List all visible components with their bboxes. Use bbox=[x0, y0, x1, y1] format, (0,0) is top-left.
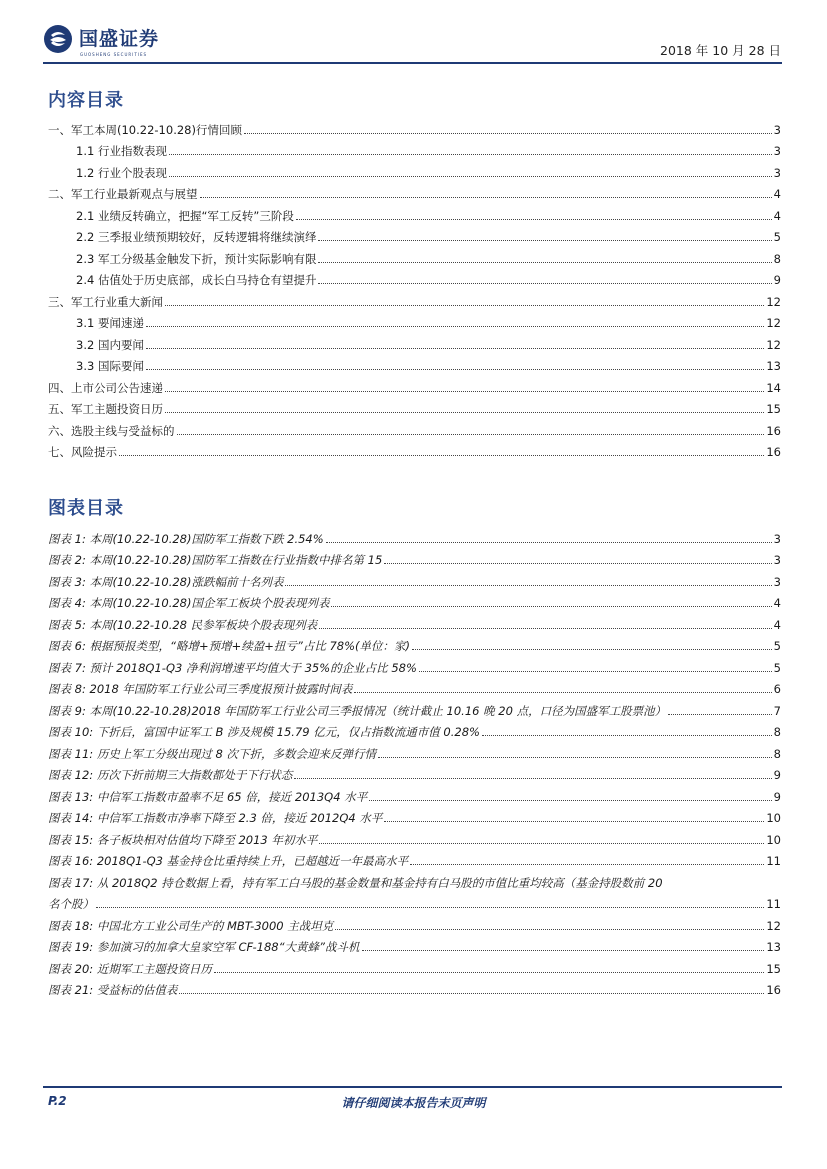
figure-leader-dots bbox=[378, 757, 772, 758]
toc-leader-dots bbox=[165, 391, 764, 392]
figure-entry[interactable] bbox=[48, 761, 781, 783]
toc-entry-title: 2.4 估值处于历史底部，成长白马持仓有望提升 bbox=[76, 273, 317, 287]
figure-entry-page: 13 bbox=[766, 940, 781, 954]
page-number: P.2 bbox=[48, 1094, 67, 1108]
toc-leader-dots bbox=[177, 434, 765, 435]
toc-entry-title: 一、军工本周(10.22-10.28)行情回顾 bbox=[48, 122, 242, 137]
toc-entry[interactable] bbox=[48, 201, 781, 223]
figure-entry[interactable] bbox=[48, 675, 781, 697]
figure-entry-title: 图表 10: 下折后，富国中证军工 B 涉及规模 15.79 亿元，仅占指数流通市值 0.28% bbox=[48, 725, 480, 739]
figure-entry-page: 4 bbox=[773, 617, 781, 632]
figure-entry[interactable] bbox=[48, 868, 781, 890]
toc-entry[interactable] bbox=[48, 373, 781, 395]
figure-entry[interactable] bbox=[48, 567, 781, 589]
figure-entry-title: 图表 18: 中国北方工业公司生产的 MBT-3000 主战坦克 bbox=[48, 918, 334, 933]
toc-entry-page: 12 bbox=[766, 316, 781, 330]
figure-entry[interactable] bbox=[48, 825, 781, 847]
figures-list bbox=[48, 524, 781, 997]
toc-entry-title: 1.2 行业个股表现 bbox=[76, 165, 167, 180]
toc-entry[interactable] bbox=[48, 223, 781, 245]
figure-entry-page: 3 bbox=[773, 531, 781, 546]
figure-leader-dots bbox=[362, 950, 765, 951]
figure-entry-title: 图表 16: 2018Q1-Q3 基金持仓比重持续上升，已超越近一年最高水平 bbox=[48, 854, 409, 868]
figure-leader-dots bbox=[326, 542, 772, 543]
figure-leader-dots bbox=[354, 692, 771, 693]
figure-entry-title: 图表 8: 2018 年国防军工行业公司三季度报预计披露时间表 bbox=[48, 682, 353, 696]
toc-entry-page: 3 bbox=[773, 165, 781, 180]
toc-entry-page: 3 bbox=[773, 122, 781, 137]
toc-leader-dots bbox=[296, 219, 772, 220]
footer-rule bbox=[43, 1086, 782, 1088]
toc-leader-dots bbox=[318, 262, 771, 263]
figure-entry-title: 图表 19: 参加演习的加拿大皇家空军 CF-188“大黄蜂”战斗机 bbox=[48, 940, 360, 954]
toc-leader-dots bbox=[119, 455, 764, 456]
figure-leader-dots bbox=[294, 778, 771, 779]
toc-entry[interactable] bbox=[48, 180, 781, 202]
figure-leader-dots bbox=[384, 563, 771, 564]
toc-leader-dots bbox=[146, 348, 764, 349]
figure-leader-dots bbox=[319, 843, 764, 844]
toc-leader-dots bbox=[244, 133, 772, 134]
figure-entry-title: 图表 9: 本周(10.22-10.28)2018 年国防军工行业公司三季报情况（统计截止 10.16 晚 20 点，口径为国盛军工股票池） bbox=[48, 703, 667, 718]
figure-entry-page: 16 bbox=[766, 983, 781, 997]
figure-entry-page: 5 bbox=[773, 660, 781, 675]
toc-entry-title: 2.3 军工分级基金触发下折，预计实际影响有限 bbox=[76, 251, 317, 266]
toc-leader-dots bbox=[165, 305, 764, 306]
figure-entry[interactable] bbox=[48, 610, 781, 632]
figure-leader-dots bbox=[369, 800, 771, 801]
toc-leader-dots bbox=[146, 326, 764, 327]
figure-entry-title: 图表 5: 本周(10.22-10.28 民参军板块个股表现列表 bbox=[48, 617, 318, 632]
figure-entry[interactable] bbox=[48, 782, 781, 804]
figure-entry[interactable] bbox=[48, 653, 781, 675]
toc-entry-page: 5 bbox=[773, 230, 781, 244]
toc-entry-title: 2.2 三季报业绩预期较好，反转逻辑将继续演绎 bbox=[76, 230, 317, 244]
figure-entry-title: 图表 1: 本周(10.22-10.28)国防军工指数下跌 2.54% bbox=[48, 531, 324, 546]
toc-entry-title: 3.3 国际要闻 bbox=[76, 359, 144, 373]
toc-entry-page: 14 bbox=[766, 380, 781, 395]
figure-entry[interactable] bbox=[48, 804, 781, 826]
figure-leader-dots bbox=[319, 628, 772, 629]
toc-entry-title: 1.1 行业指数表现 bbox=[76, 144, 167, 158]
figure-entry-title: 图表 4: 本周(10.22-10.28)国企军工板块个股表现列表 bbox=[48, 596, 330, 610]
toc-entry-page: 12 bbox=[766, 337, 781, 352]
figure-leader-dots bbox=[412, 649, 772, 650]
toc-leader-dots bbox=[169, 154, 772, 155]
figure-entry-title: 图表 12: 历次下折前期三大指数都处于下行状态 bbox=[48, 768, 293, 782]
toc-leader-dots bbox=[200, 197, 772, 198]
toc-leader-dots bbox=[169, 176, 772, 177]
toc-entry-title: 六、选股主线与受益标的 bbox=[48, 423, 175, 438]
figure-entry[interactable] bbox=[48, 524, 781, 546]
toc-entry-page: 8 bbox=[773, 251, 781, 266]
figure-entry-title-cont: 名个股） bbox=[48, 897, 94, 911]
figure-entry-title: 图表 7: 预计 2018Q1-Q3 净利润增速平均值大于 35%的企业占比 58% bbox=[48, 660, 417, 675]
figure-entry[interactable] bbox=[48, 718, 781, 740]
toc-entry-page: 4 bbox=[773, 187, 781, 201]
figure-entry[interactable] bbox=[48, 696, 781, 718]
header-rule bbox=[43, 62, 782, 64]
toc-entry-page: 16 bbox=[766, 423, 781, 438]
toc-entry-title: 3.1 要闻速递 bbox=[76, 316, 144, 330]
figure-leader-dots bbox=[419, 671, 772, 672]
figure-entry-page: 9 bbox=[773, 789, 781, 804]
toc-leader-dots bbox=[165, 412, 764, 413]
figure-entry[interactable] bbox=[48, 546, 781, 568]
toc-leader-dots bbox=[318, 240, 771, 241]
report-date: 2018 年 10 月 28 日 bbox=[660, 43, 781, 58]
toc-entry-page: 16 bbox=[766, 445, 781, 459]
figure-entry-title: 图表 6: 根据预报类型，“略增+预增+续盈+扭亏”占比 78%(单位：家) bbox=[48, 639, 411, 653]
contents-title: 内容目录 bbox=[48, 90, 124, 111]
toc-entry-title: 二、军工行业最新观点与展望 bbox=[48, 187, 198, 201]
toc-entry[interactable] bbox=[48, 115, 781, 137]
toc-entry-title: 3.2 国内要闻 bbox=[76, 337, 144, 352]
figure-entry-title: 图表 15: 各子板块相对估值均下降至 2013 年初水平 bbox=[48, 832, 318, 847]
brand-logo bbox=[43, 24, 159, 54]
figure-entry-page: 3 bbox=[773, 574, 781, 589]
figure-entry-page: 12 bbox=[766, 918, 781, 933]
toc-entry[interactable] bbox=[48, 309, 781, 331]
guosheng-logo-icon bbox=[43, 24, 73, 54]
figure-entry-page: 6 bbox=[773, 682, 781, 696]
toc-entry[interactable] bbox=[48, 330, 781, 352]
toc-entry[interactable] bbox=[48, 352, 781, 374]
figure-leader-dots bbox=[285, 585, 771, 586]
toc-entry[interactable] bbox=[48, 137, 781, 159]
figure-entry-continued[interactable] bbox=[48, 890, 781, 912]
toc-entry[interactable] bbox=[48, 287, 781, 309]
footer-disclaimer: 请仔细阅读本报告末页声明 bbox=[341, 1096, 486, 1110]
toc-entry-page: 12 bbox=[766, 294, 781, 309]
figure-leader-dots bbox=[335, 929, 764, 930]
toc-entry-page: 15 bbox=[766, 402, 781, 416]
figure-entry-page: 7 bbox=[773, 703, 781, 718]
figure-entry-title: 图表 3: 本周(10.22-10.28)涨跌幅前十名列表 bbox=[48, 574, 284, 589]
figure-entry-page: 4 bbox=[773, 596, 781, 610]
figure-leader-dots bbox=[96, 907, 764, 908]
toc-entry-page: 13 bbox=[766, 359, 781, 373]
toc-leader-dots bbox=[146, 369, 764, 370]
figure-entry[interactable] bbox=[48, 632, 781, 654]
figure-entry-title: 图表 21: 受益标的估值表 bbox=[48, 983, 178, 997]
figure-entry-page: 8 bbox=[773, 746, 781, 761]
figure-entry[interactable] bbox=[48, 954, 781, 976]
toc-entry-title: 五、军工主题投资日历 bbox=[48, 402, 163, 416]
toc-entry-title: 2.1 业绩反转确立，把握“军工反转”三阶段 bbox=[76, 208, 294, 223]
figure-entry[interactable] bbox=[48, 976, 781, 998]
figure-leader-dots bbox=[410, 864, 764, 865]
toc-entry-page: 4 bbox=[773, 208, 781, 223]
toc-entry-page: 9 bbox=[773, 273, 781, 287]
figure-entry[interactable] bbox=[48, 933, 781, 955]
toc-entry[interactable] bbox=[48, 158, 781, 180]
figure-leader-dots bbox=[384, 821, 764, 822]
toc-entry[interactable] bbox=[48, 266, 781, 288]
figure-entry-title: 图表 17: 从 2018Q2 持仓数据上看，持有军工白马股的基金数量和基金持有白马股的市值比重均较高（基金持股数前 20 bbox=[48, 875, 663, 890]
contents-list bbox=[48, 115, 781, 459]
figure-leader-dots bbox=[214, 972, 765, 973]
toc-entry-title: 七、风险提示 bbox=[48, 445, 117, 459]
toc-entry[interactable] bbox=[48, 244, 781, 266]
figure-entry-title: 图表 14: 中信军工指数市净率下降至 2.3 倍，接近 2012Q4 水平 bbox=[48, 811, 383, 825]
figure-entry[interactable] bbox=[48, 911, 781, 933]
toc-entry[interactable] bbox=[48, 438, 781, 460]
figure-leader-dots bbox=[331, 606, 771, 607]
toc-entry-title: 三、军工行业重大新闻 bbox=[48, 294, 163, 309]
figure-leader-dots bbox=[668, 714, 772, 715]
figure-entry-title: 图表 13: 中信军工指数市盈率不足 65 倍，接近 2013Q4 水平 bbox=[48, 789, 368, 804]
figure-entry-page: 11 bbox=[766, 854, 781, 868]
figure-entry-title: 图表 11: 历史上军工分级出现过 8 次下折，多数会迎来反弹行情 bbox=[48, 746, 376, 761]
brand-subtitle: GUOSHENG SECURITIES bbox=[80, 52, 148, 57]
figure-entry[interactable] bbox=[48, 847, 781, 869]
brand-name: 国盛证券 bbox=[79, 28, 160, 50]
figure-entry-page: 10 bbox=[766, 832, 781, 847]
toc-entry[interactable] bbox=[48, 416, 781, 438]
figure-entry-title: 图表 20: 近期军工主题投资日历 bbox=[48, 961, 212, 976]
figures-title: 图表目录 bbox=[48, 498, 124, 519]
toc-leader-dots bbox=[318, 283, 771, 284]
figure-entry-page: 5 bbox=[773, 639, 781, 653]
toc-entry-page: 3 bbox=[773, 144, 781, 158]
figure-entry[interactable] bbox=[48, 739, 781, 761]
figure-entry-page: 15 bbox=[766, 961, 781, 976]
figure-leader-dots bbox=[179, 993, 764, 994]
figure-entry[interactable] bbox=[48, 589, 781, 611]
figure-entry-page: 10 bbox=[766, 811, 781, 825]
figure-entry-page: 3 bbox=[773, 553, 781, 567]
figure-entry-page: 9 bbox=[773, 768, 781, 782]
toc-entry-title: 四、上市公司公告速递 bbox=[48, 380, 163, 395]
figure-entry-page: 11 bbox=[766, 897, 781, 911]
figure-entry-title: 图表 2: 本周(10.22-10.28)国防军工指数在行业指数中排名第 15 bbox=[48, 553, 383, 567]
figure-entry-page: 8 bbox=[773, 725, 781, 739]
toc-entry[interactable] bbox=[48, 395, 781, 417]
figure-leader-dots bbox=[482, 735, 772, 736]
